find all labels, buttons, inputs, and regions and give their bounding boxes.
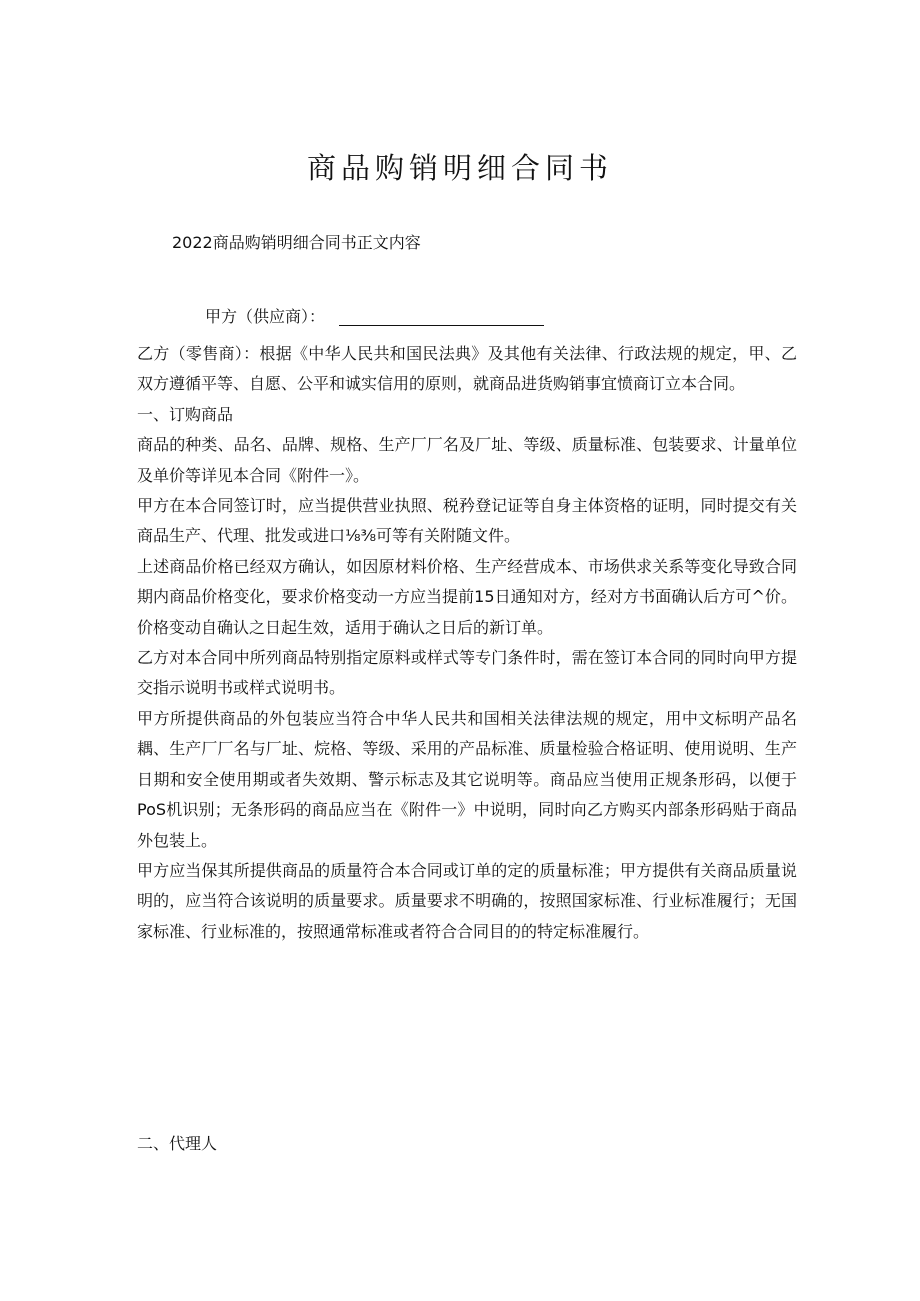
section-heading-2: 二、代理人 (137, 1134, 218, 1153)
paragraph: 上述商品价格已经双方确认，如因原材料价格、生产经营成本、市场供求关系等变化导致合同期内商品价格变化，要求价格变动一方应当提前15日通知对方，经对方书面确认后方可^价。价格变动自确认之日起生效，适用于确认之日后的新订单。 (137, 556, 797, 637)
paragraph-party-b: 乙方（零售商）：根据《中华人民共和国民法典》及其他有关法律、行政法规的规定，甲、乙双方遵循平等、自愿、公平和诚实信用的原则，就商品进货购销事宜愤商订立本合同。 (137, 344, 797, 394)
document-subtitle: 2022商品购销明细合同书正文内容 (172, 233, 421, 252)
paragraph: 甲方所提供商品的外包装应当符合中华人民共和国相关法律法规的规定，用中文标明产品名耦、生产厂厂名与厂址、烷格、等级、采用的产品标准、质量检验合格证明、使用说明、生产日期和安全使用期或者失效期、警示标志及其它说明等。商品应当使用正规条形码，以便于PoS机识别；无条形码的商品应当在《附件一》中说明，同时向乙方购买内部条形码贴于商品外包装上。 (137, 708, 797, 850)
contract-body (137, 339, 797, 947)
party-a-blank-line (339, 307, 544, 326)
paragraph: 乙方对本合同中所列商品特别指定原料或样式等专门条件时，需在签订本合同的同时向甲方提交指示说明书或样式说明书。 (137, 648, 797, 698)
paragraph: 商品的种类、品名、品牌、规格、生产厂厂名及厂址、等级、质量标准、包装要求、计量单位及单价等详见本合同《附件一》。 (137, 435, 797, 485)
paragraph: 甲方在本合同签订时，应当提供营业执照、税矜登记证等自身主体资格的证明，同时提交有关商品生产、代理、批发或进口⅛⅜可等有关附随文件。 (137, 496, 797, 546)
party-a-label: 甲方（供应商）： (205, 307, 326, 326)
party-a-line (205, 304, 544, 327)
section-heading-1: 一、订购商品 (137, 404, 234, 424)
paragraph: 甲方应当保其所提供商品的质量符合本合同或订单的定的质量标准；甲方提供有关商品质量说明的，应当符合该说明的质量要求。质量要求不明确的，按照国家标准、行业标准履行；无国家标准、行业标准的，按照通常标准或者符合合同目的的特定标准履行。 (137, 860, 797, 941)
document-title: 商品购销明细合同书 (306, 151, 613, 185)
